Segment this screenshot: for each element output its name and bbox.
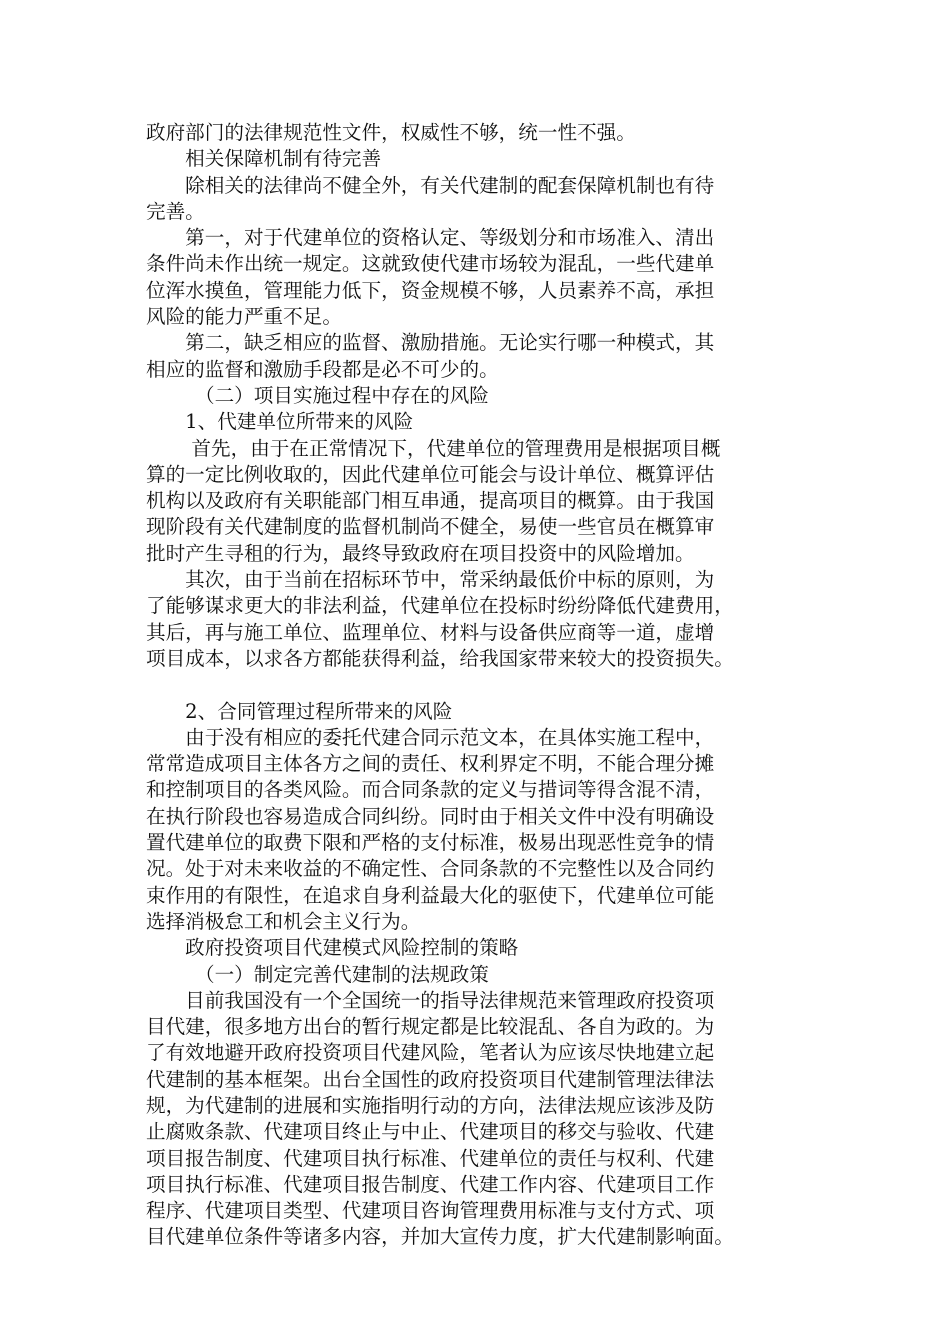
text-line: 政府部门的法律规范性文件，权威性不够，统一性不强。 [146, 121, 636, 144]
text-line: 规，为代建制的进展和实施指明行动的方向，法律法规应该涉及防 [146, 1093, 715, 1117]
text-line: 现阶段有关代建制度的监督机制尚不健全，易使一些官员在概算审 [146, 515, 715, 539]
text-line: 1、代建单位所带来的风险 [146, 410, 414, 434]
body-text [146, 120, 806, 1251]
text-line: 止腐败条款、代建项目终止与中止、代建项目的移交与验收、代建 [146, 1120, 715, 1144]
text-line: 批时产生寻租的行为，最终导致政府在项目投资中的风险增加。 [146, 541, 695, 565]
text-line: 目代建单位条件等诸多内容，并加大宣传力度，扩大代建制影响面。 [146, 1225, 734, 1249]
text-line: 常常造成项目主体各方之间的责任、权利界定不明，不能合理分摊 [146, 752, 715, 776]
text-line: 位浑水摸鱼，管理能力低下，资金规模不够，人员素养不高，承担 [146, 278, 715, 302]
text-line: 2、合同管理过程所带来的风险 [146, 699, 453, 723]
text-line: 目前我国没有一个全国统一的指导法律规范来管理政府投资项 [146, 988, 715, 1012]
text-line: 项目成本，以求各方都能获得利益，给我国家带来较大的投资损失。 [146, 646, 734, 670]
text-line: 在执行阶段也容易造成合同纠纷。同时由于相关文件中没有明确设 [146, 804, 715, 828]
text-line: 项目执行标准、代建项目报告制度、代建工作内容、代建项目工作 [146, 1172, 715, 1196]
text-line: 了能够谋求更大的非法利益，代建单位在投标时纷纷降低代建费用， [146, 594, 734, 618]
text-line: 项目报告制度、代建项目执行标准、代建单位的责任与权利、代建 [146, 1146, 715, 1170]
text-line: （一）制定完善代建制的法规政策 [146, 962, 489, 986]
text-line: 况。处于对未来收益的不确定性、合同条款的不完整性以及合同约 [146, 857, 715, 881]
text-line: （二）项目实施过程中存在的风险 [146, 383, 489, 407]
text-line: 首先，由于在正常情况下，代建单位的管理费用是根据项目概 [146, 436, 721, 460]
text-line: 置代建单位的取费下限和严格的支付标准，极易出现恶性竞争的情 [146, 831, 715, 855]
text-line: 束作用的有限性，在追求自身利益最大化的驱使下，代建单位可能 [146, 883, 715, 907]
text-line: 目代建，很多地方出台的暂行规定都是比较混乱、各自为政的。为 [146, 1015, 715, 1039]
text-line: 由于没有相应的委托代建合同示范文本，在具体实施工程中， [146, 725, 715, 749]
text-line: 政府投资项目代建模式风险控制的策略 [146, 936, 519, 960]
text-line: 除相关的法律尚不健全外，有关代建制的配套保障机制也有待 [146, 173, 715, 197]
text-line: 相应的监督和激励手段都是必不可少的。 [146, 357, 499, 381]
text-line: 程序、代建项目类型、代建项目咨询管理费用标准与支付方式、项 [146, 1199, 715, 1223]
text-line: 代建制的基本框架。出台全国性的政府投资项目代建制管理法律法 [146, 1067, 715, 1091]
text-line: 第一，对于代建单位的资格认定、等级划分和市场准入、清出 [146, 226, 715, 250]
text-line: 相关保障机制有待完善 [146, 147, 382, 171]
text-line: 机构以及政府有关职能部门相互串通，提高项目的概算。由于我国 [146, 489, 715, 513]
text-line: 条件尚未作出统一规定。这就致使代建市场较为混乱，一些代建单 [146, 252, 715, 276]
text-line: 和控制项目的各类风险。而合同条款的定义与措词等得含混不清， [146, 778, 715, 802]
text-line: 了有效地避开政府投资项目代建风险，笔者认为应该尽快地建立起 [146, 1041, 715, 1065]
text-line: 第二，缺乏相应的监督、激励措施。无论实行哪一种模式，其 [146, 331, 715, 355]
blank-line [146, 672, 806, 698]
text-line: 其后，再与施工单位、监理单位、材料与设备供应商等一道，虚增 [146, 620, 715, 644]
text-line: 风险的能力严重不足。 [146, 305, 342, 329]
text-line: 完善。 [146, 199, 205, 223]
text-line: 选择消极怠工和机会主义行为。 [146, 909, 421, 933]
text-line: 算的一定比例收取的，因此代建单位可能会与设计单位、概算评估 [146, 462, 715, 486]
text-line: 其次，由于当前在招标环节中，常采纳最低价中标的原则，为 [146, 568, 715, 592]
